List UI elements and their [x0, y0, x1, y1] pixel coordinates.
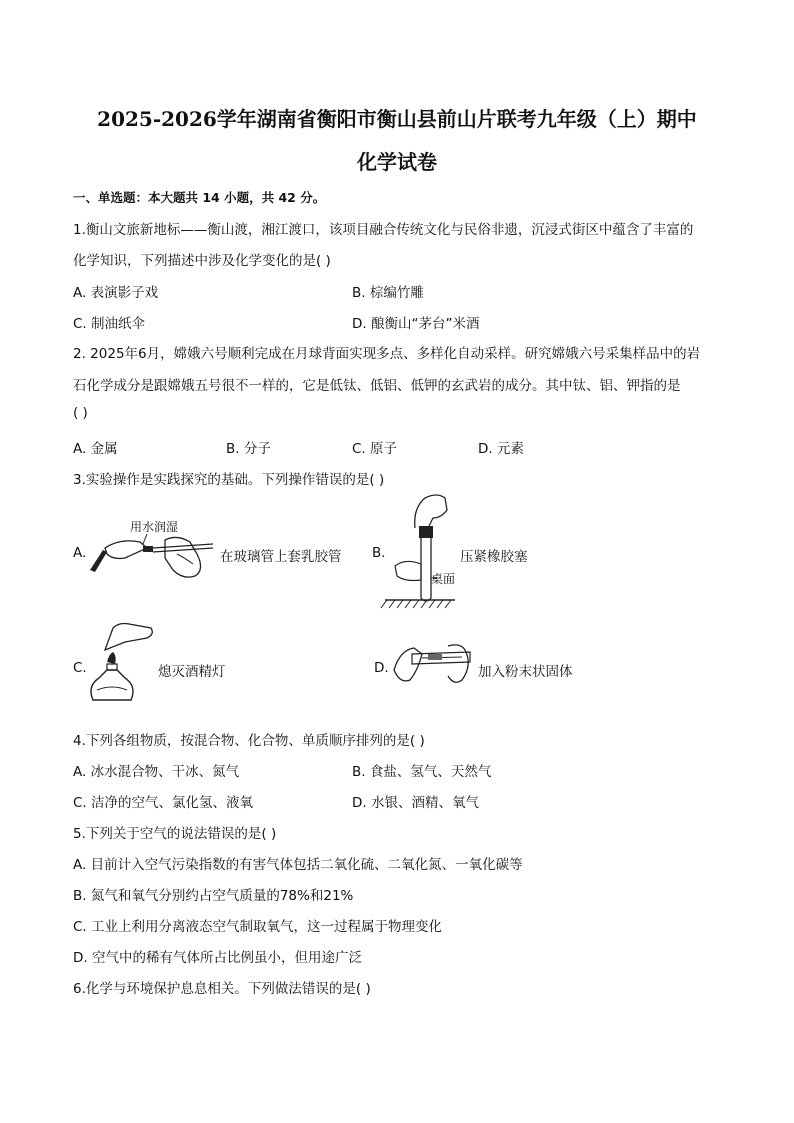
q4-option-a: A. 冰水混合物、干冰、氮气: [73, 764, 240, 780]
q4-stem: 4.下列各组物质，按混合物、化合物、单质顺序排列的是( ): [73, 733, 425, 749]
q2-stem-line3: ( ): [73, 405, 88, 421]
exam-subtitle: 化学试卷: [357, 150, 437, 174]
q2-option-b: B. 分子: [226, 441, 271, 457]
exam-title: 2025-2026学年湖南省衡阳市衡山县前山片联考九年级（上）期中: [97, 107, 697, 131]
q1-stem-line2: 化学知识，下列描述中涉及化学变化的是( ): [73, 253, 331, 269]
q4-option-c: C. 洁净的空气、氯化氢、液氧: [73, 795, 254, 811]
q1-stem-line1: 1.衡山文旅新地标——衡山渡，湘江渡口，该项目融合传统文化与民俗非遗，沉浸式街区中蕴含了丰富的: [73, 222, 694, 238]
q5-option-d: D. 空气中的稀有气体所占比例虽小，但用途广泛: [73, 950, 362, 966]
q2-stem-line1: 2. 2025年6月，嫦娥六号顺利完成在月球背面实现多点、多样化自动采样。研究嫦娥六号采集样品中的岩: [73, 346, 701, 362]
q1-option-c: C. 制油纸伞: [73, 316, 146, 332]
section-header: 一、单选题：本大题共 14 小题，共 42 分。: [73, 190, 326, 205]
q3-option-c-letter: C.: [73, 660, 87, 676]
q3-fig-b-test-tube-icon: [385, 488, 465, 610]
q1-option-a: A. 表演影子戏: [73, 285, 159, 301]
q3-fig-a-glass-tube-icon: [85, 530, 220, 590]
q5-option-b: B. 氮气和氧气分别约占空气质量的78%和21%: [73, 888, 354, 904]
q2-stem-line2: 石化学成分是跟嫦娥五号很不一样的，它是低钛、低铝、低钾的玄武岩的成分。其中钛、铝、钾指的是: [73, 378, 681, 394]
q3-option-a-letter: A.: [73, 545, 87, 561]
q2-option-c: C. 原子: [352, 441, 398, 457]
q3-option-b-annotation: 桌面: [431, 572, 456, 586]
q4-option-b: B. 食盐、氢气、天然气: [352, 764, 492, 780]
q1-option-b: B. 棕编竹雕: [352, 285, 424, 301]
q3-fig-c-alcohol-lamp-icon: [85, 620, 160, 710]
q3-option-d-letter: D.: [374, 660, 389, 676]
q3-fig-d-test-tube-icon: [392, 640, 477, 690]
q2-option-a: A. 金属: [73, 441, 118, 457]
q3-option-d-caption: 加入粉末状固体: [478, 664, 573, 680]
q4-option-d: D. 水银、酒精、氧气: [352, 795, 479, 811]
q3-option-c-caption: 熄灭酒精灯: [158, 664, 226, 680]
q3-option-b-caption: 压紧橡胶塞: [460, 549, 528, 565]
q2-option-d: D. 元素: [478, 441, 524, 457]
q1-option-d: D. 酿衡山“茅台”米酒: [352, 316, 480, 332]
q3-option-a-caption: 在玻璃管上套乳胶管: [220, 549, 342, 565]
q6-stem: 6.化学与环境保护息息相关。下列做法错误的是( ): [73, 981, 371, 997]
q3-stem: 3.实验操作是实践探究的基础。下列操作错误的是( ): [73, 472, 385, 488]
q5-stem: 5.下列关于空气的说法错误的是( ): [73, 826, 277, 842]
q5-option-c: C. 工业上利用分离液态空气制取氧气，这一过程属于物理变化: [73, 919, 443, 935]
q3-option-a-annotation: 用水润湿: [130, 520, 179, 534]
q5-option-a: A. 目前计入空气污染指数的有害气体包括二氧化硫、二氧化氮、一氧化碳等: [73, 857, 523, 873]
q3-option-b-letter: B.: [372, 545, 386, 561]
